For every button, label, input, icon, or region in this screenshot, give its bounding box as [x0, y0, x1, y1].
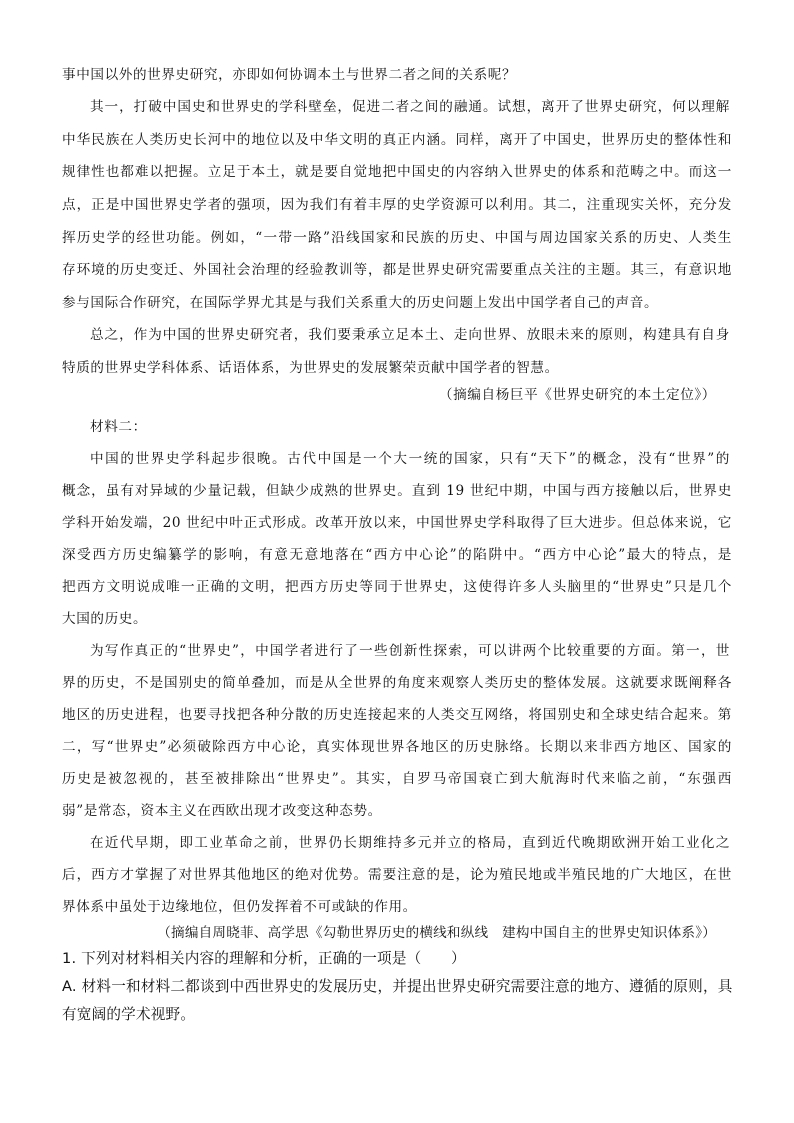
paragraph-line: 其一，打破中国史和世界史的学科壁垒，促进二者之间的融通。试想，离开了世界史研究，何以理解: [90, 99, 730, 115]
question-option-a: 有宽阔的学术视野。: [62, 1006, 196, 1023]
paragraph-line: 挥历史学的经世功能。例如，“一带一路”沿线国家和民族的历史、中国与周边国家关系的历史、人类生: [62, 230, 732, 246]
paragraph-line: 为写作真正的“世界史”，中国学者进行了一些创新性探索，可以讲两个比较重要的方面。第一，世: [90, 643, 730, 659]
paragraph-line: 学科开始发端，20 世纪中叶正式形成。改革开放以来，中国世界史学科取得了巨大进步。但总体来说，它: [62, 515, 732, 531]
paragraph-line: 历史是被忽视的，甚至被排除出“世界史”。其实，自罗马帝国衰亡到大航海时代来临之前，“东强西: [62, 771, 732, 787]
paragraph-line: 规律性也都难以把握。立足于本土，就是要自觉地把中国史的内容纳入世界史的体系和范畴之中。而这一: [62, 164, 732, 180]
paragraph-line: 把西方文明说成唯一正确的文明，把西方历史等同于世界史，这使得许多人头脑里的“世界史”只是几个: [62, 579, 732, 595]
paragraph-line: 地区的历史进程，也要寻找把各种分散的历史连接起来的人类交互网络，将国别史和全球史结合起来。第: [62, 707, 732, 723]
paragraph-line: 弱”是常态，资本主义在西欧出现才改变这种态势。: [62, 803, 382, 819]
paragraph-line: 点，正是中国世界史学者的强项，因为我们有着丰厚的史学资源可以利用。其二，注重现实关怀，充分发: [62, 197, 732, 213]
paragraph-line: 特质的世界史学科体系、话语体系，为世界史的发展繁荣贡献中国学者的智慧。: [62, 360, 559, 376]
paragraph-line: 中国的世界史学科起步很晚。古代中国是一个大一统的国家，只有“天下”的概念，没有“世界”的: [90, 451, 730, 467]
paragraph-line: 中华民族在人类历史长河中的地位以及中华文明的真正内涵。同样，离开了中国史，世界历史的整体性和: [62, 132, 732, 148]
paragraph-line: 深受西方历史编纂学的影响，有意无意地落在“西方中心论”的陷阱中。“西方中心论”最大的特点，是: [62, 547, 732, 563]
paragraph-line: 参与国际合作研究，在国际学界尤其是与我们关系重大的历史问题上发出中国学者自己的声音。: [62, 295, 659, 311]
question-stem: 1. 下列对材料相关内容的理解和分析，正确的一项是（ ）: [62, 950, 466, 967]
material-label: 材料二：: [90, 419, 147, 435]
paragraph-line: 概念，虽有对异域的少量记载，但缺少成熟的世界史。直到 19 世纪中期，中国与西方接触以后，世界史: [62, 483, 732, 499]
paragraph-line: 总之，作为中国的世界史研究者，我们要秉承立足本土、走向世界、放眼未来的原则，构建具有自身: [90, 327, 730, 343]
paragraph-line: 大国的历史。: [62, 611, 148, 627]
paragraph-line: 界体系中虽处于边缘地位，但仍发挥着不可或缺的作用。: [62, 899, 417, 915]
paragraph-line: 二，写“世界史”必须破除西方中心论，真实体现世界各地区的历史脉络。长期以来非西方地区、国家的: [62, 739, 732, 755]
source-citation: （摘编自杨巨平《世界史研究的本土定位》）: [438, 387, 716, 403]
paragraph-line: 后，西方才掌握了对世界其他地区的绝对优势。需要注意的是，论为殖民地或半殖民地的广大地区，在世: [62, 867, 732, 883]
paragraph-line: 存环境的历史变迁、外国社会治理的经验教训等，都是世界史研究需要重点关注的主题。其三，有意识地: [62, 262, 732, 278]
paragraph-line: 界的历史，不是国别史的简单叠加，而是从全世界的角度来观察人类历史的整体发展。这就要求既阐释各: [62, 675, 732, 691]
paragraph-line: 事中国以外的世界史研究，亦即如何协调本土与世界二者之间的关系呢？: [62, 67, 517, 83]
paragraph-line: 在近代早期，即工业革命之前，世界仍长期维持多元并立的格局，直到近代晚期欧洲开始工业化之: [90, 835, 730, 851]
question-option-a: A. 材料一和材料二都谈到中西世界史的发展历史，并提出世界史研究需要注意的地方、遵循的原则，具: [62, 978, 733, 995]
source-citation: （摘编自周晓菲、高学思《勾勒世界历史的横线和纵线 建构中国自主的世界史知识体系》）: [157, 925, 716, 941]
